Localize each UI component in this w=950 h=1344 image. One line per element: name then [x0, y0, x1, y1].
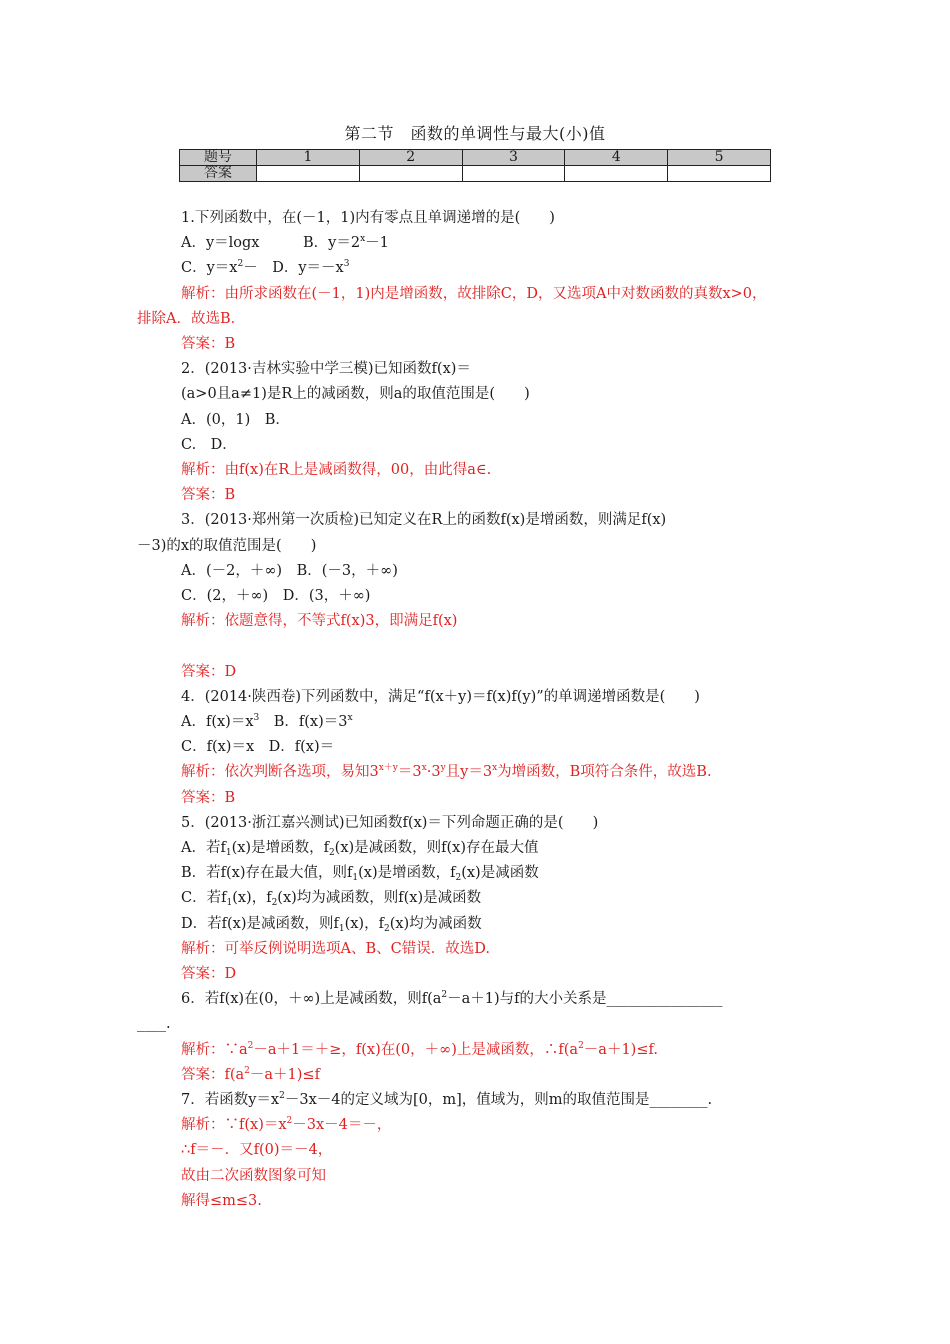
solution-line: 解析：$\because a^2-a+1=+\ge$，f(x)在(0，＋∞)上是减函数，$\therefore f(a^2-a+1)\le f$.	[181, 1040, 658, 1058]
question-line: C．f(x)＝x D．f(x)＝	[181, 739, 335, 756]
solution-line: 答案：B	[181, 336, 236, 352]
solution-line: 解析：由f(x)在R上是减函数得，00，由此得a∈.	[181, 462, 492, 478]
solution-line: 解得≤m≤3.	[181, 1192, 262, 1209]
answer-label: 答案	[180, 166, 257, 182]
question-line: －3)的x的取值范围是( )	[137, 537, 317, 554]
answer-table	[179, 149, 771, 182]
question-line: A．(0，1) B．	[181, 411, 290, 428]
answer-cell	[257, 166, 360, 182]
question-number-cell: 1	[257, 150, 360, 166]
question-line: C. D．	[181, 436, 237, 453]
solution-line: 答案：B	[181, 487, 236, 504]
question-line: A．若$f_1(x)$是增函数，$f_2(x)$是减函数，则f(x)存在最大值	[181, 840, 539, 858]
question-line: C．(2，＋∞) D．(3，＋∞)	[181, 588, 371, 604]
question-line: C．若$f_1(x)$，$f_2(x)$均为减函数，则f(x)是减函数	[181, 890, 482, 909]
question-line: 1.下列函数中，在(－1，1)内有零点且单调递增的是( )	[181, 210, 555, 226]
question-line: D．若f(x)是减函数，则$f_1(x)$，$f_2(x)$均为减函数	[181, 915, 482, 934]
solution-line: 排除A．故选B．	[137, 310, 246, 327]
question-number-label: 题号	[180, 150, 257, 166]
answer-cell	[359, 166, 462, 182]
question-line: B．若f(x)存在最大值，则$f_1(x)$是增函数，$f_2(x)$是减函数	[181, 865, 539, 884]
answer-cell	[462, 166, 565, 182]
solution-line: 答案：B	[181, 789, 236, 806]
question-number-cell: 3	[462, 150, 565, 166]
solution-line: 答案：D	[181, 966, 237, 982]
question-line: 5．(2013·浙江嘉兴测试)已知函数f(x)＝下列命题正确的是( )	[181, 814, 599, 831]
solution-line: 解析：$\because f(x)=x^2-3x-4=-$，	[181, 1116, 392, 1134]
answer-table-answer-row	[180, 166, 771, 182]
question-number-cell: 5	[668, 150, 771, 166]
question-line: A．$f(x)=x^3$ B．$f(x)=3^x$	[181, 713, 353, 730]
solution-line: 解析：依题意得，不等式f(x)3，即满足f(x)	[181, 613, 458, 630]
question-line: 4．(2014·陕西卷)下列函数中，满足“f(x＋y)＝f(x)f(y)”的单调递增函数是( )	[181, 688, 700, 705]
question-number-cell: 4	[565, 150, 668, 166]
question-number-cell: 2	[359, 150, 462, 166]
solution-line: 解析：由所求函数在(－1，1)内是增函数，故排除C，D，又选项A中对数函数的真数x>0，	[181, 285, 767, 302]
solution-line: 解析：依次判断各选项，易知$3^{x+y}=3^x\cdot 3^y$且$y=3^x$为增函数，B项符合条件，故选B.	[181, 763, 712, 781]
solution-line: 故由二次函数图象可知	[181, 1167, 326, 1184]
question-line: 6．若f(x)在(0，＋∞)上是减函数，则$f(a^2-a+1)$与f的大小关系是________________	[181, 990, 723, 1008]
solution-line: 解析：可举反例说明选项A、B、C错误．故选D.	[181, 940, 490, 957]
question-line: C．$y=x^2-$ D．$y=-x^3$	[181, 259, 350, 277]
section-title: 第二节 函数的单调性与最大(小)值	[344, 124, 606, 143]
answer-cell	[565, 166, 668, 182]
solution-line: 答案：D	[181, 663, 237, 680]
question-line: (a>0且a≠1)是R上的减函数，则a的取值范围是( )	[181, 386, 530, 403]
solution-line: ∴f＝－．又f(0)＝－4，	[181, 1142, 333, 1159]
question-line: ____.	[137, 1016, 171, 1033]
question-line: A．(－2，＋∞) B．(－3，＋∞)	[181, 562, 398, 579]
question-line: 2．(2013·吉林实验中学三模)已知函数f(x)＝	[181, 361, 471, 378]
question-line: 7．若函数$y=x^2-3x-4$的定义域为[0，m]，值域为，则m的取值范围是________.	[181, 1091, 713, 1108]
solution-line: 答案：$f(a^2-a+1)\le f$	[181, 1065, 320, 1083]
question-line: A．y＝logx B．$y=2^x-1$	[181, 234, 389, 252]
question-line: 3．(2013·郑州第一次质检)已知定义在R上的函数f(x)是增函数，则满足f(x)	[181, 512, 667, 529]
answer-table-header-row	[180, 150, 771, 166]
answer-cell	[668, 166, 771, 182]
